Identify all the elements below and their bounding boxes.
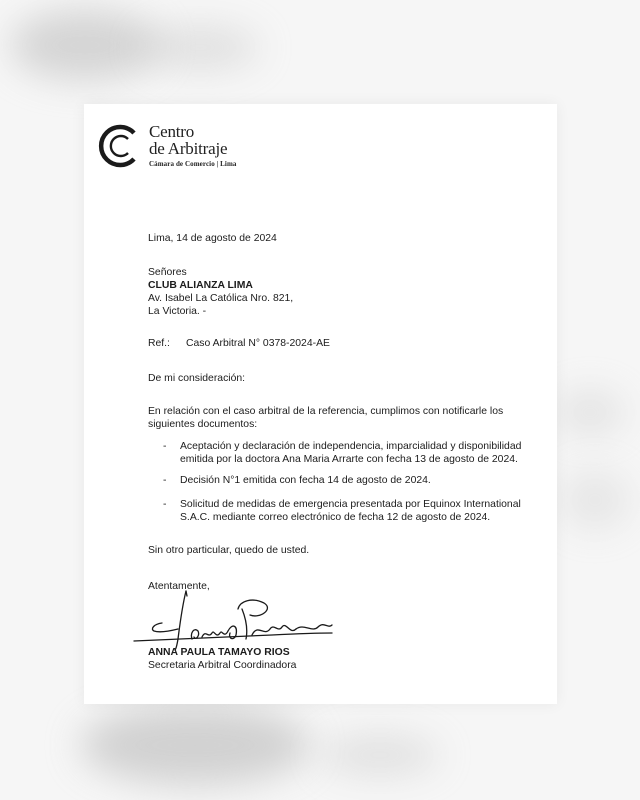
logo-text bbox=[149, 123, 237, 169]
letter-date: Lima, 14 de agosto de 2024 bbox=[148, 233, 277, 244]
blurred-region bbox=[555, 390, 625, 435]
blurred-region bbox=[560, 470, 630, 530]
list-bullet: - bbox=[163, 499, 167, 510]
reference-label: Ref.: bbox=[148, 338, 170, 349]
logo-line-2: de Arbitraje bbox=[149, 139, 228, 158]
blurred-region bbox=[80, 705, 310, 785]
blurred-region bbox=[140, 25, 260, 70]
salutation: Señores bbox=[148, 267, 187, 278]
farewell: Atentamente, bbox=[148, 581, 210, 592]
signer-title: Secretaria Arbitral Coordinadora bbox=[148, 660, 297, 671]
logo-line-1: Centro bbox=[149, 122, 195, 141]
signer-name: ANNA PAULA TAMAYO RIOS bbox=[148, 647, 290, 658]
body-line-2: siguientes documentos: bbox=[148, 419, 258, 430]
address-line-1: Av. Isabel La Católica Nro. 821, bbox=[148, 293, 294, 304]
list-bullet: - bbox=[163, 441, 167, 452]
list-item-3-line-1: Solicitud de medidas de emergencia presentada por Equinox International bbox=[180, 499, 521, 510]
arc-logo-icon bbox=[97, 122, 145, 170]
list-item-2-line-1: Decisión N°1 emitida con fecha 14 de agosto de 2024. bbox=[180, 475, 431, 486]
list-item-1-line-2: emitida por la doctora Ana Maria Arrarte con fecha 13 de agosto de 2024. bbox=[180, 454, 518, 465]
greeting: De mi consideración: bbox=[148, 373, 246, 384]
list-item-3-line-2: S.A.C. mediante correo electrónico de fecha 12 de agosto de 2024. bbox=[180, 512, 491, 523]
handwritten-signature bbox=[132, 589, 337, 651]
blurred-region bbox=[320, 735, 440, 775]
address-line-2: La Victoria. - bbox=[148, 306, 207, 317]
body-line-1: En relación con el caso arbitral de la referencia, cumplimos con notificarle los bbox=[148, 406, 504, 417]
recipient-name: CLUB ALIANZA LIMA bbox=[148, 280, 253, 291]
closing-line: Sin otro particular, quedo de usted. bbox=[148, 545, 310, 556]
reference-value: Caso Arbitral N° 0378-2024-AE bbox=[186, 338, 330, 349]
list-item-1-line-1: Aceptación y declaración de independencia, imparcialidad y disponibilidad bbox=[180, 441, 522, 452]
blurred-region bbox=[10, 10, 160, 80]
list-bullet: - bbox=[163, 475, 167, 486]
logo-subtitle: Cámara de Comercio | Lima bbox=[149, 160, 237, 168]
centro-arbitraje-logo bbox=[97, 122, 267, 172]
